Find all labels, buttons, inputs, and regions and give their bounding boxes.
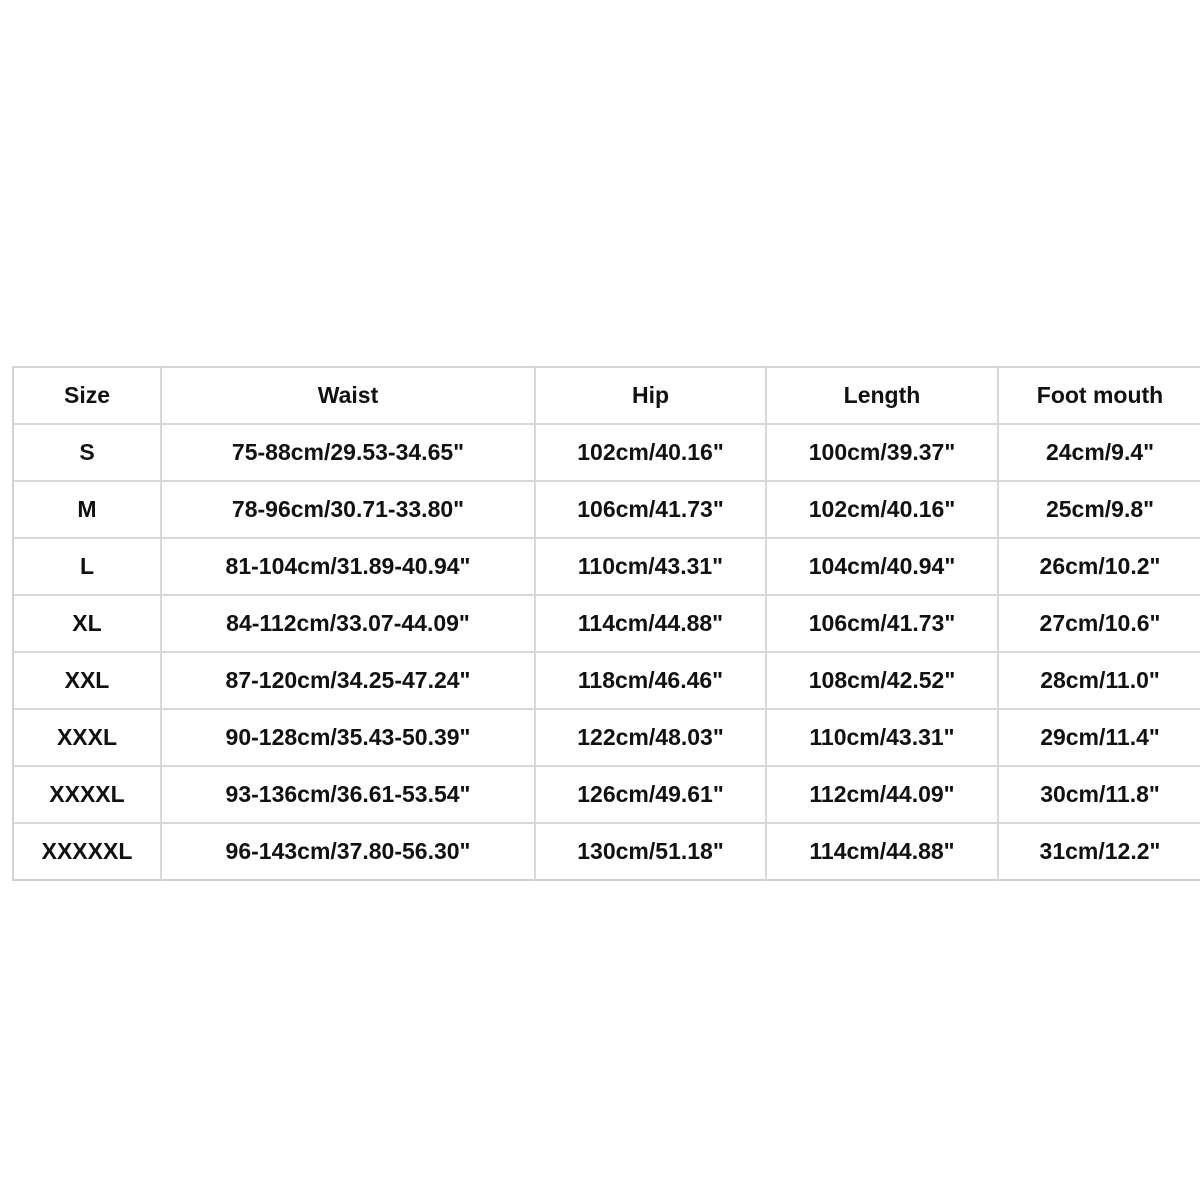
cell-size: M [13,481,161,538]
cell-waist: 93-136cm/36.61-53.54" [161,766,535,823]
header-length: Length [766,367,998,424]
cell-foot-mouth: 27cm/10.6" [998,595,1200,652]
cell-hip: 110cm/43.31" [535,538,766,595]
cell-waist: 87-120cm/34.25-47.24" [161,652,535,709]
cell-waist: 81-104cm/31.89-40.94" [161,538,535,595]
cell-hip: 122cm/48.03" [535,709,766,766]
header-hip: Hip [535,367,766,424]
table-header [13,367,1200,424]
header-foot-mouth: Foot mouth [998,367,1200,424]
cell-size: S [13,424,161,481]
cell-hip: 106cm/41.73" [535,481,766,538]
cell-waist: 90-128cm/35.43-50.39" [161,709,535,766]
cell-foot-mouth: 26cm/10.2" [998,538,1200,595]
cell-waist: 78-96cm/30.71-33.80" [161,481,535,538]
cell-length: 100cm/39.37" [766,424,998,481]
cell-length: 108cm/42.52" [766,652,998,709]
cell-size: XXXXXL [13,823,161,880]
table-row [13,538,1200,595]
table-row [13,766,1200,823]
cell-length: 102cm/40.16" [766,481,998,538]
cell-foot-mouth: 31cm/12.2" [1039,838,1161,864]
table-row [13,652,1200,709]
table-row [13,709,1200,766]
table-row [13,595,1200,652]
cell-length: 106cm/41.73" [766,595,998,652]
header-waist: Waist [161,367,535,424]
cell-hip: 130cm/51.18" [535,823,766,880]
table-row [13,424,1200,481]
cell-hip: 126cm/49.61" [535,766,766,823]
cell-length: 112cm/44.09" [766,766,998,823]
cell-size: XL [13,595,161,652]
cell-hip: 114cm/44.88" [535,595,766,652]
table-row [13,823,1200,880]
cell-length: 114cm/44.88" [766,823,998,880]
table-row [13,481,1200,538]
cell-foot-mouth: 30cm/11.8" [998,766,1200,823]
table-body [13,424,1200,880]
cell-waist: 75-88cm/29.53-34.65" [161,424,535,481]
cell-size: L [13,538,161,595]
cell-foot-mouth: 25cm/9.8" [998,481,1200,538]
cell-waist: 84-112cm/33.07-44.09" [161,595,535,652]
cell-hip: 118cm/46.46" [535,652,766,709]
cell-length: 110cm/43.31" [766,709,998,766]
cell-hip: 102cm/40.16" [535,424,766,481]
cell-waist: 96-143cm/37.80-56.30" [161,823,535,880]
cell-foot-mouth: 28cm/11.0" [998,652,1200,709]
cell-size: XXXXL [13,766,161,823]
cell-length: 104cm/40.94" [766,538,998,595]
header-row [13,367,1200,424]
header-size: Size [13,367,161,424]
cell-size: XXXL [13,709,161,766]
cell-foot-mouth: 29cm/11.4" [998,709,1200,766]
cell-size: XXL [13,652,161,709]
cell-foot-mouth: 24cm/9.4" [998,424,1200,481]
size-chart-table [12,366,1200,881]
